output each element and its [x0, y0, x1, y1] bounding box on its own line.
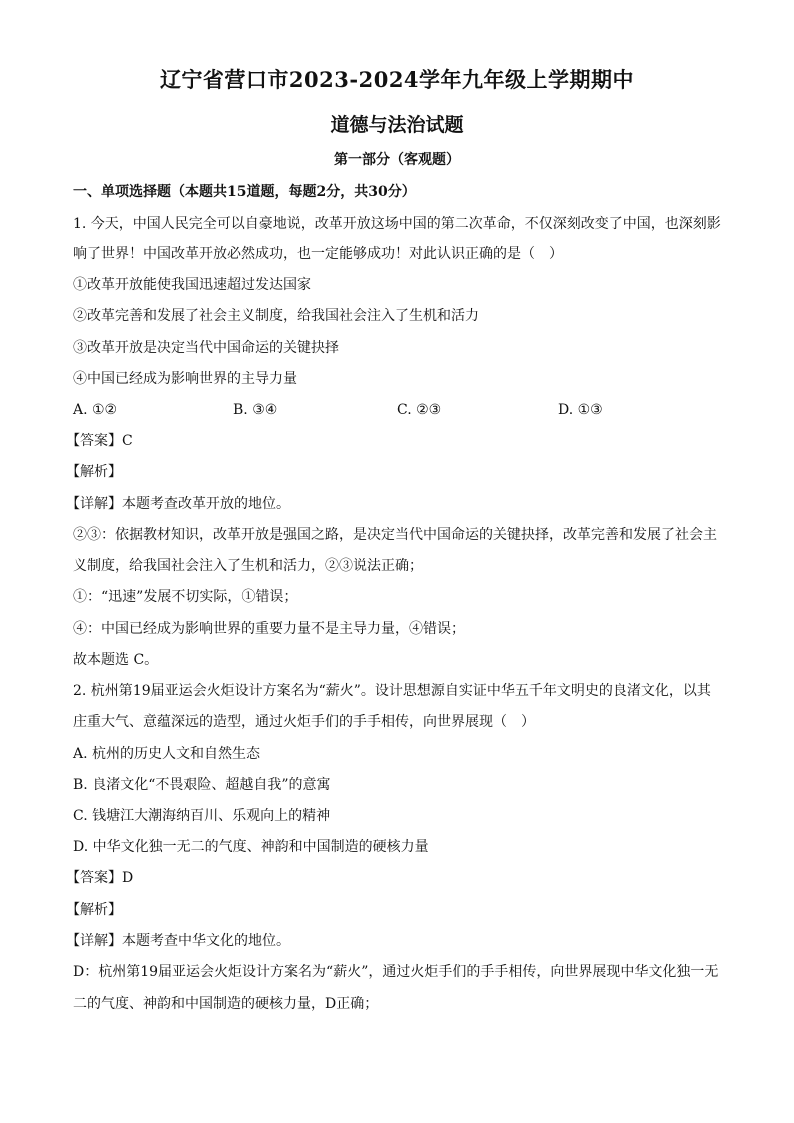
answer-value: C	[122, 433, 133, 449]
q1-detail	[66, 495, 754, 513]
q2-answer	[66, 869, 754, 887]
q1-explanation-line2: 义制度，给我国社会注入了生机和活力，②③说法正确；	[73, 558, 423, 574]
q1-statement-2: ②改革完善和发展了社会主义制度，给我国社会注入了生机和活力	[73, 308, 479, 324]
exam-subject: 道德与法治试题	[330, 114, 464, 136]
q1-option-b: B. ③④	[233, 402, 278, 418]
answer-label: 【答案】	[66, 870, 122, 886]
q1-statement-4: ④中国已经成为影响世界的主导力量	[73, 371, 297, 387]
q1-option-d: D. ①③	[558, 402, 603, 418]
part-heading: 第一部分（客观题）	[334, 152, 460, 168]
q2-explanation-line2: 二的气度、神韵和中国制造的硬核力量，D正确；	[73, 996, 379, 1012]
q1-answer	[66, 432, 754, 450]
q1-statement-3: ③改革开放是决定当代中国命运的关键抉择	[73, 340, 339, 356]
detail-text: 本题考查改革开放的地位。	[122, 496, 290, 512]
q1-explanation-line1: ②③：依据教材知识，改革开放是强国之路，是决定当代中国命运的关键抉择，改革完善和发展了社会主	[73, 527, 717, 543]
q2-explanation-line1: D：杭州第19届亚运会火炬设计方案名为“薪火”，通过火炬手们的手手相传，向世界展现中华文化独一无	[73, 964, 719, 980]
answer-value: D	[122, 870, 134, 886]
q2-detail	[66, 932, 754, 950]
exam-title: 辽宁省营口市2023-2024学年九年级上学期期中	[159, 67, 635, 92]
q1-stem-line2: 响了世界！中国改革开放必然成功，也一定能够成功！对此认识正确的是（ ）	[73, 246, 563, 262]
answer-label: 【答案】	[66, 433, 122, 449]
q1-explanation-line4: ④：中国已经成为影响世界的重要力量不是主导力量，④错误；	[73, 621, 465, 637]
q1-statement-1: ①改革开放能使我国迅速超过发达国家	[73, 277, 311, 293]
q1-option-a: A. ①②	[73, 402, 118, 418]
q1-analysis-label: 【解析】	[66, 464, 122, 480]
q1-stem-line1: 1. 今天，中国人民完全可以自豪地说，改革开放这场中国的第二次革命，不仅深刻改变了中国，也深刻影	[73, 216, 721, 232]
q2-stem-line2: 庄重大气、意蕴深远的造型，通过火炬手们的手手相传，向世界展现（ ）	[73, 714, 535, 730]
q1-option-c: C. ②③	[397, 402, 442, 418]
section-heading: 一、单项选择题（本题共15道题，每题2分，共30分）	[73, 184, 416, 200]
q2-stem-line1: 2. 杭州第19届亚运会火炬设计方案名为“薪火”。设计思想源自实证中华五千年文明史的良渚文化，以其	[73, 683, 711, 699]
q2-option-c: C. 钱塘江大潮海纳百川、乐观向上的精神	[73, 808, 331, 824]
q1-explanation-line3: ①：“迅速”发展不切实际，①错误；	[73, 589, 298, 605]
detail-label: 【详解】	[66, 933, 122, 949]
q2-option-a: A. 杭州的历史人文和自然生态	[73, 746, 261, 762]
q2-analysis-label: 【解析】	[66, 902, 122, 918]
q2-option-d: D. 中华文化独一无二的气度、神韵和中国制造的硬核力量	[73, 839, 429, 855]
q1-conclusion: 故本题选 C。	[73, 652, 159, 668]
q2-option-b: B. 良渚文化“不畏艰险、超越自我”的意寓	[73, 777, 331, 793]
detail-label: 【详解】	[66, 496, 122, 512]
detail-text: 本题考查中华文化的地位。	[122, 933, 290, 949]
